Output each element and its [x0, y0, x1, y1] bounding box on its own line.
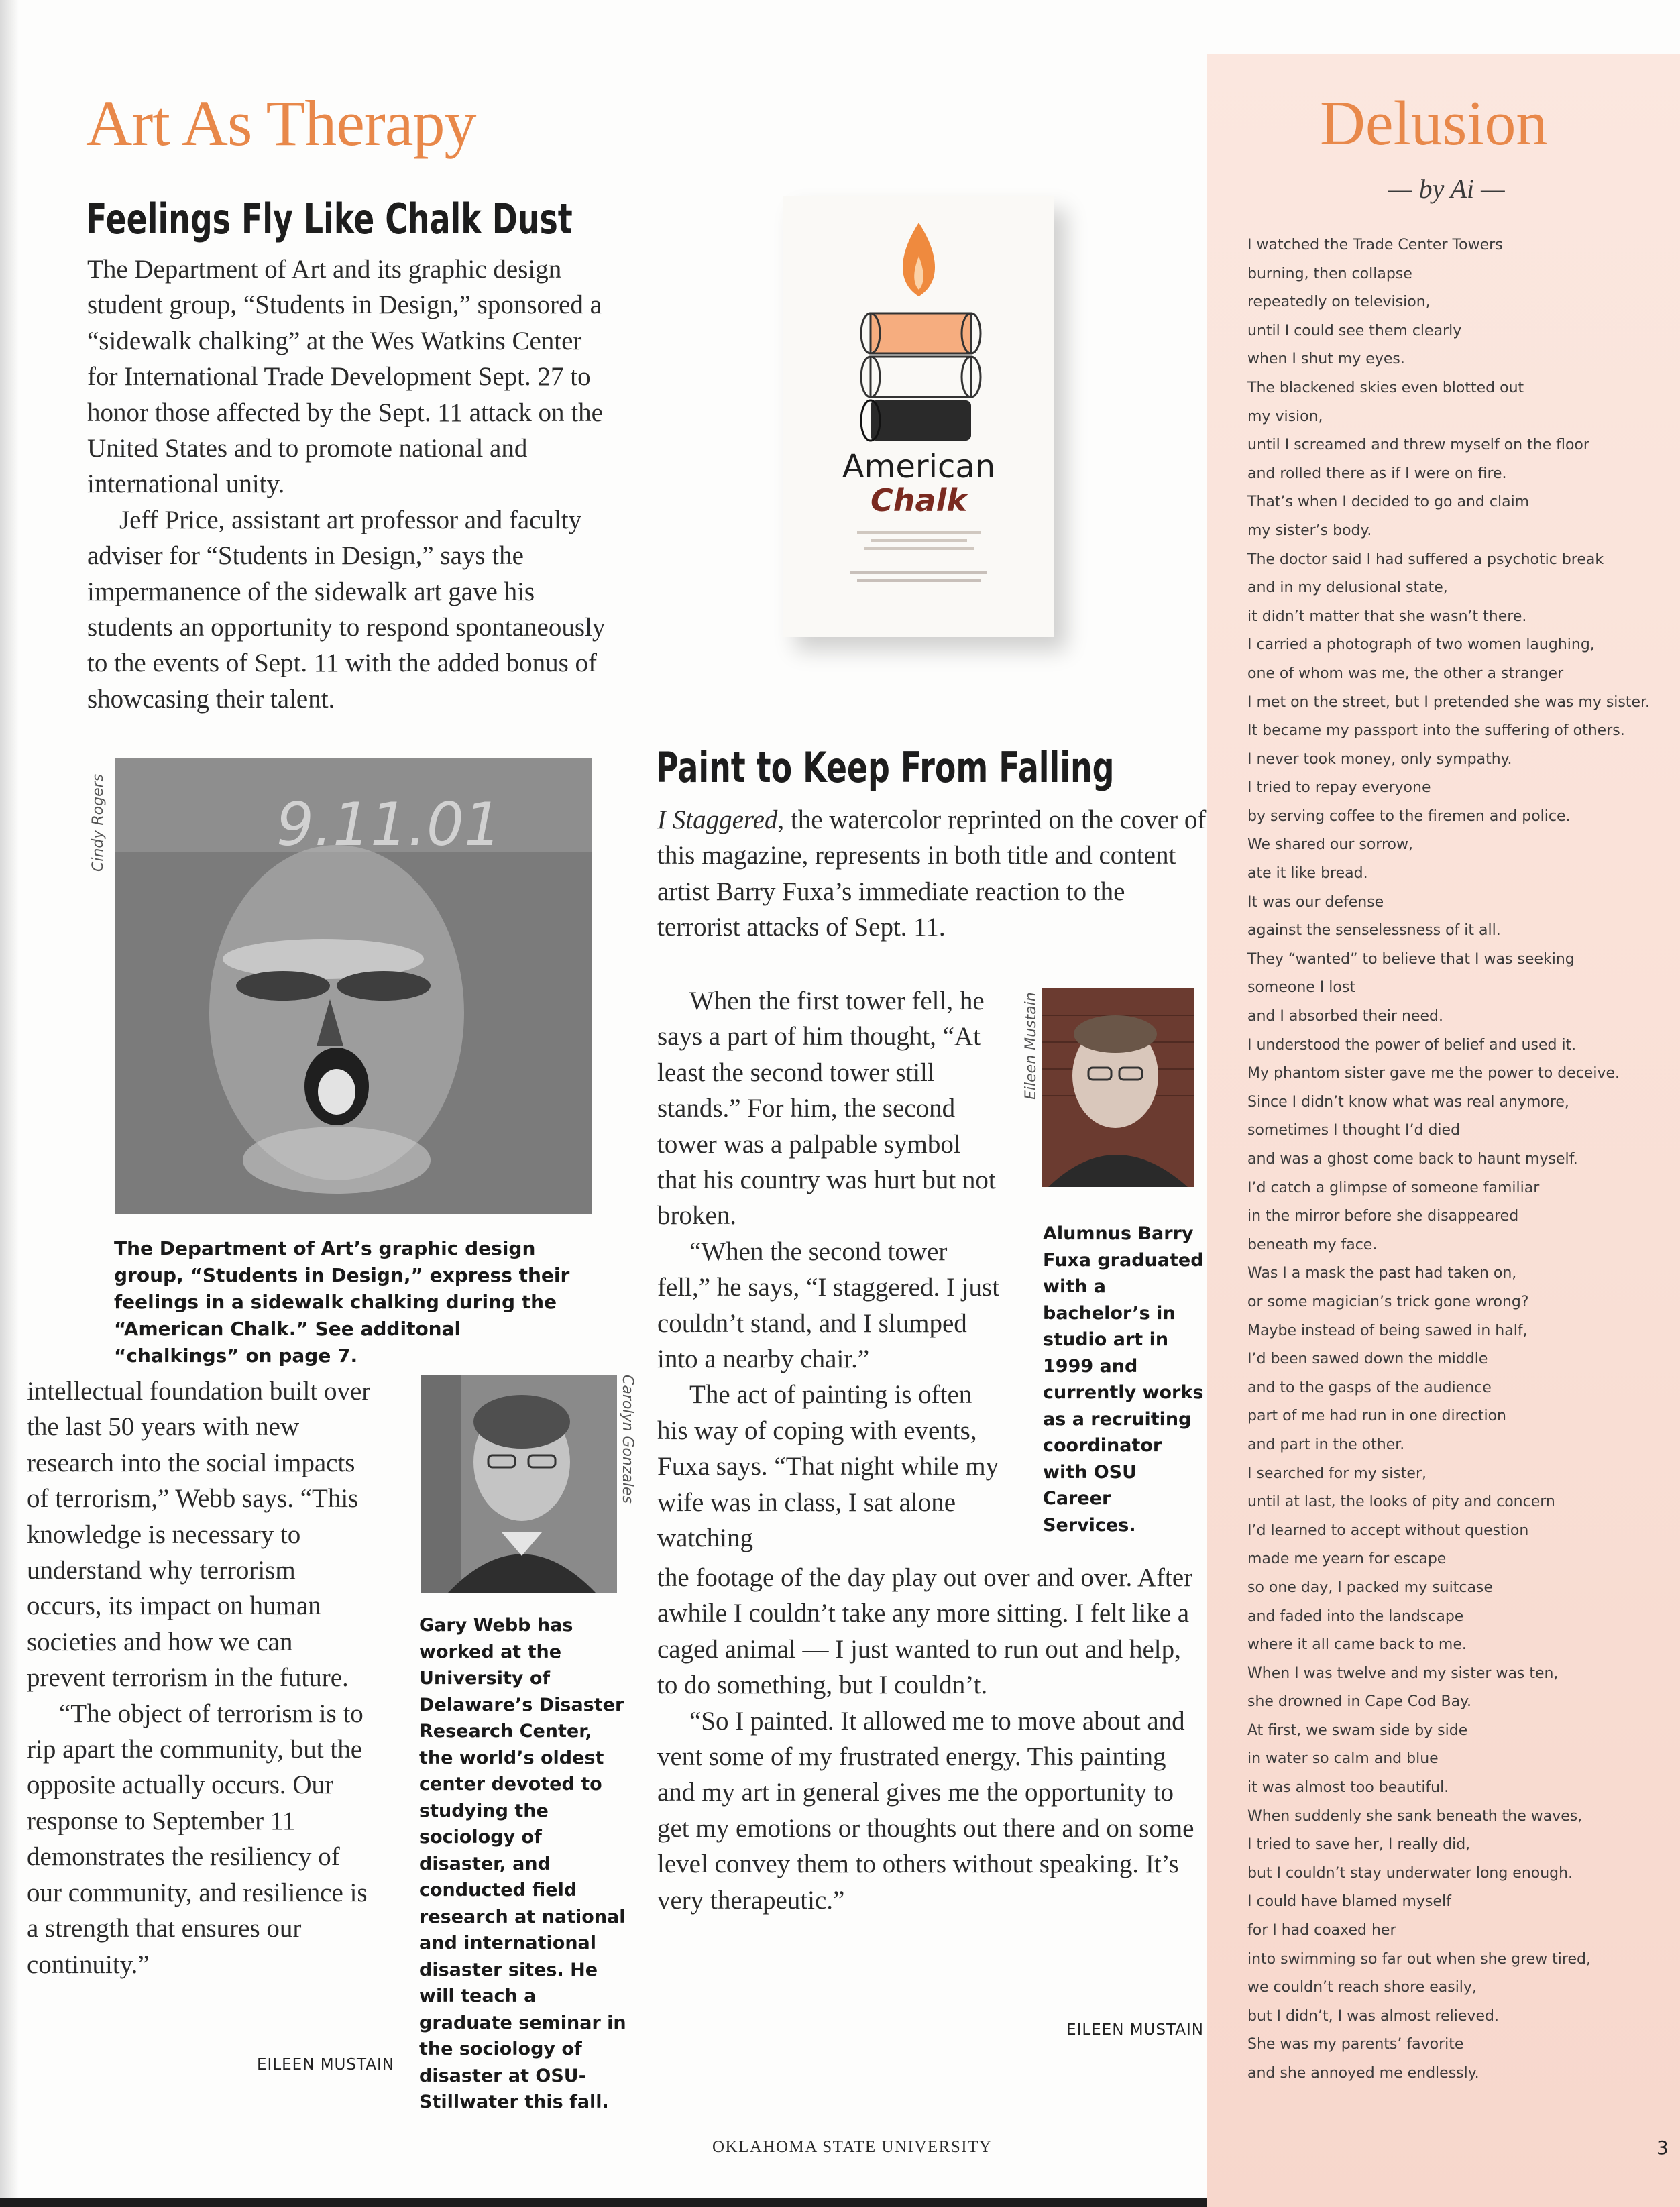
article-body-continued — [27, 1373, 376, 1982]
poem-line: and part in the other. — [1247, 1436, 1405, 1453]
poem-line: until I could see them clearly — [1247, 322, 1462, 339]
article-headline-feelings: Feelings Fly Like Chalk Dust — [86, 194, 573, 243]
poem-line: and I absorbed their need. — [1247, 1008, 1443, 1025]
paragraph: I Staggered, the watercolor reprinted on the cover of this magazine, represents in both title and content artist Barry Fuxa’s immediate reaction to the terrorist attacks of Sept. 11. — [657, 805, 1207, 942]
poem-line: The blackened skies even blotted out — [1247, 379, 1524, 396]
poem-line: and was a ghost come back to haunt myself. — [1247, 1151, 1578, 1168]
poem-line: she drowned in Cape Cod Bay. — [1247, 1693, 1471, 1711]
poem-line: I understood the power of belief and used it. — [1247, 1036, 1577, 1054]
paragraph: “The object of terrorism is to rip apart the community, but the opposite actually occurs. Our response to September 11 demonstrates the resiliency of our community, and resilience is a strength that ensures our continuity.” — [27, 1699, 368, 1979]
poem-line: when I shut my eyes. — [1247, 351, 1405, 368]
poem-line: and rolled there as if I were on fire. — [1247, 465, 1507, 482]
poem-line: Since I didn’t know what was real anymore, — [1247, 1093, 1569, 1111]
photo-credit-webb: Carolyn Gonzales — [619, 1375, 636, 1504]
paragraph: The act of painting is often his way of coping with events, Fuxa says. “That night while my wife was in class, I sat alone watching — [657, 1380, 999, 1553]
poem-line: one of whom was me, the other a stranger — [1247, 665, 1564, 682]
poem-line: I’d catch a glimpse of someone familiar — [1247, 1179, 1540, 1196]
poem-line: beneath my face. — [1247, 1236, 1378, 1253]
poem-line: I’d learned to accept without question — [1247, 1522, 1529, 1539]
book-title-line1: American — [842, 448, 996, 486]
poem-line: We shared our sorrow, — [1247, 836, 1413, 854]
page-number: 3 — [1657, 2137, 1669, 2159]
painting-title: I Staggered, — [657, 805, 785, 834]
poem-line: and to the gasps of the audience — [1247, 1379, 1492, 1396]
poem-line: I searched for my sister, — [1247, 1465, 1426, 1482]
photo-credit-fuxa: Eileen Mustain — [1023, 992, 1040, 1100]
poem-title: Delusion — [1320, 89, 1548, 158]
gary-webb-photo — [421, 1375, 617, 1593]
poem-line: someone I lost — [1247, 979, 1355, 997]
poem-line: my sister’s body. — [1247, 522, 1372, 539]
poem-line: my vision, — [1247, 408, 1323, 425]
poem-line: where it all came back to me. — [1247, 1636, 1467, 1654]
book-cover-art — [783, 196, 1054, 637]
poem-byline: — by Ai — — [1388, 174, 1505, 204]
poem-line: repeatedly on television, — [1247, 294, 1431, 311]
poem-line: They “wanted” to believe that I was seeking — [1247, 950, 1575, 968]
poem-line: I tried to save her, I really did, — [1247, 1836, 1471, 1854]
chalk-drawing-illustration — [115, 758, 592, 1214]
poem-line: I tried to repay everyone — [1247, 779, 1431, 797]
poem-line: by serving coffee to the firemen and police. — [1247, 807, 1571, 825]
poem-line: until at last, the looks of pity and concern — [1247, 1493, 1555, 1511]
poem-line: Maybe instead of being sawed in half, — [1247, 1322, 1528, 1339]
sidewalk-chalk-photo — [115, 758, 592, 1214]
poem-line: part of me had run in one direction — [1247, 1408, 1506, 1425]
book-title-line2: Chalk — [871, 482, 967, 518]
poem-line: and in my delusional state, — [1247, 579, 1448, 597]
article-body-chalk — [87, 251, 617, 717]
article-body-paint-intro — [657, 802, 1207, 946]
poem-line: I carried a photograph of two women laughing, — [1247, 636, 1595, 654]
byline-paint: EILEEN MUSTAIN — [1066, 2021, 1204, 2039]
article-headline-paint: Paint to Keep From Falling — [656, 743, 1115, 792]
publication-footer: OKLAHOMA STATE UNIVERSITY — [712, 2138, 993, 2156]
american-chalk-book-cover — [783, 196, 1054, 637]
section-title: Art As Therapy — [86, 87, 476, 159]
page-bottom-bar — [0, 2198, 1207, 2207]
poem-line: made me yearn for escape — [1247, 1550, 1447, 1568]
paragraph: When the first tower fell, he says a part of him thought, “At least the second tower still stands.” For him, the second tower was a palpable symbol that his country was hurt but not broken. — [657, 986, 996, 1231]
paragraph: The Department of Art and its graphic design student group, “Students in Design,” sponsored a “sidewalk chalking” at the Wes Watkins Center for International Trade Development Sept. 27 to honor those affected by the Sept. 11 attack on the United States and to promote national and international unity. — [87, 255, 603, 499]
portrait-illustration — [1042, 988, 1194, 1187]
paragraph: “When the second tower fell,” he says, “I staggered. I just couldn’t stand, and I slumped into a nearby chair.” — [657, 1237, 1000, 1374]
poem-line: it was almost too beautiful. — [1247, 1779, 1449, 1797]
poem-line: I watched the Trade Center Towers — [1247, 237, 1503, 253]
poem-line: When I was twelve and my sister was ten, — [1247, 1664, 1559, 1682]
paragraph: “So I painted. It allowed me to move about and vent some of my frustrated energy. This painting and my art in general gives me the opportunity to get my emotions or thoughts out there and on some level convey them to others without speaking. It’s very therapeutic.” — [657, 1706, 1194, 1915]
chalk-photo-caption: The Department of Art’s graphic design group, “Students in Design,” express their feelings in a sidewalk chalking during the “American Chalk.” See additonal “chalkings” on page 7. — [114, 1237, 570, 1367]
poem-line: It became my passport into the suffering of others. — [1247, 722, 1625, 740]
poem-line: and faded into the landscape — [1247, 1607, 1464, 1625]
poem-line: That’s when I decided to go and claim — [1247, 494, 1530, 511]
article-body-paint-wide — [657, 1560, 1207, 1918]
poem-line: I met on the street, but I pretended she was my sister. — [1247, 693, 1650, 711]
byline-continued: EILEEN MUSTAIN — [257, 2056, 394, 2074]
poem-line: but I couldn’t stay underwater long enough. — [1247, 1864, 1573, 1882]
paragraph: the footage of the day play out over and over. After awhile I couldn’t take any more sitting. I felt like a caged animal — I just wanted to run out and help, to do something, but I couldn’t. — [657, 1563, 1193, 1700]
barry-fuxa-photo — [1042, 988, 1194, 1187]
paragraph: Jeff Price, assistant art professor and faculty adviser for “Students in Design,” says the impermanence of the sidewalk art gave his students an opportunity to respond spontaneously to the events of Sept. 11 with the added bonus of showcasing their talent. — [87, 505, 606, 714]
poem-line: it didn’t matter that she wasn’t there. — [1247, 608, 1527, 625]
poem-line: in water so calm and blue — [1247, 1750, 1439, 1768]
poem-text — [1247, 231, 1670, 2088]
poem-line: ate it like bread. — [1247, 865, 1368, 883]
poem-line: At first, we swam side by side — [1247, 1721, 1468, 1739]
poem-line: I never took money, only sympathy. — [1247, 750, 1512, 768]
poem-line: The doctor said I had suffered a psychotic break — [1247, 551, 1604, 568]
poem-line: She was my parents’ favorite — [1247, 2036, 1464, 2053]
poem-line: or some magician’s trick gone wrong? — [1247, 1293, 1529, 1310]
chalk-date-text: 9.11.01 — [276, 790, 502, 859]
gary-webb-caption: Gary Webb has worked at the University of Delaware’s Disaster Research Center, the world’s oldest center devoted to studying the sociology of disaster, and conducted field research at national and international disaster sites. He will teach a graduate seminar in the sociology of disaster at OSU-Stillwater this fall. — [419, 1615, 626, 2112]
article-body-paint-narrow — [657, 983, 1006, 1557]
poem-line: When suddenly she sank beneath the waves, — [1247, 1807, 1583, 1825]
poem-line: against the senselessness of it all. — [1247, 922, 1501, 940]
poem-line: It was our defense — [1247, 893, 1384, 911]
poem-line: I’d been sawed down the middle — [1247, 1351, 1488, 1368]
poem-line: so one day, I packed my suitcase — [1247, 1579, 1493, 1596]
poem-line: in the mirror before she disappeared — [1247, 1208, 1519, 1225]
poem-line: until I screamed and threw myself on the floor — [1247, 437, 1589, 454]
photo-credit-chalk: Cindy Rogers — [90, 773, 107, 872]
poem-line: into swimming so far out when she grew tired, — [1247, 1950, 1591, 1968]
poem-line: for I had coaxed her — [1247, 1922, 1396, 1939]
poem-line: Was I a mask the past had taken on, — [1247, 1265, 1517, 1282]
poem-line: sometimes I thought I’d died — [1247, 1122, 1461, 1139]
poem-line: burning, then collapse — [1247, 265, 1412, 282]
poem-line: but I didn’t, I was almost relieved. — [1247, 2007, 1499, 2025]
poem-line: we couldn’t reach shore easily, — [1247, 1979, 1477, 1996]
portrait-illustration — [421, 1375, 617, 1593]
poem-line: My phantom sister gave me the power to deceive. — [1247, 1065, 1620, 1082]
paragraph: intellectual foundation built over the last 50 years with new research into the social impacts of terrorism,” Webb says. “This knowledge is necessary to understand why terrorism occurs, its impact on human societies and how we can prevent terrorism in the future. — [27, 1377, 371, 1693]
poem-line: and she annoyed me endlessly. — [1247, 2065, 1479, 2082]
poem-line: I could have blamed myself — [1247, 1893, 1451, 1911]
page-gutter-shadow — [0, 0, 19, 2207]
barry-fuxa-caption: Alumnus Barry Fuxa graduated with a bachelor’s in studio art in 1999 and currently works as a recruiting coordinator with OSU Career Services. — [1043, 1223, 1204, 1536]
